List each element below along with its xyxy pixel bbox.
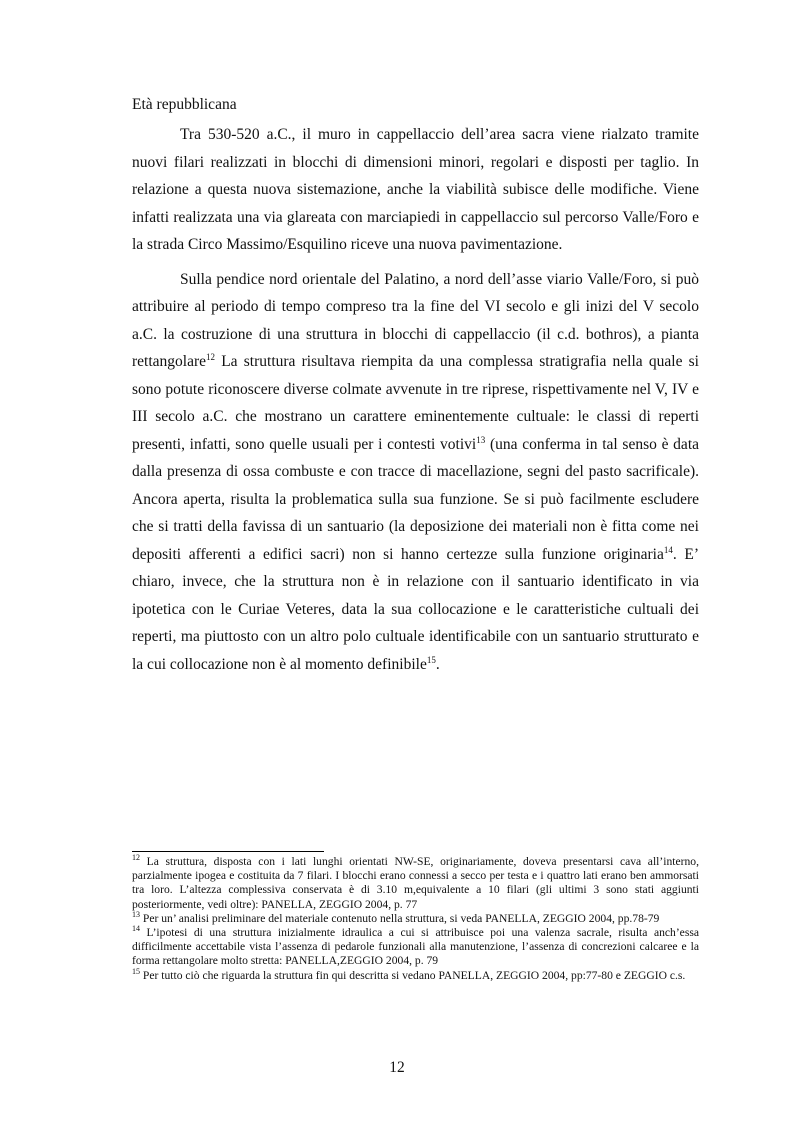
paragraph xyxy=(132,121,699,259)
footnote-text: Per un’ analisi preliminare del materiale contenuto nella struttura, si veda PANELLA, ZEGGIO 2004, pp.78-79 xyxy=(142,911,660,925)
paragraph xyxy=(132,266,699,679)
page-number: 12 xyxy=(389,1059,405,1076)
footnotes xyxy=(132,855,699,983)
footnote-number: 12 xyxy=(132,853,140,863)
footnote-text: La struttura, disposta con i lati lunghi orientati NW-SE, originariamente, doveva presentarsi cava all’interno, parzialmente ipogea e costituita da 7 filari. I blocchi erano connessi a secco per testa e i quattro lati erano ben ammorsati tra loro. L’altezza complessiva conservata è di 3.10 m,equivalente a 10 filari (gli ultimi 3 sono stati aggiunti posteriormente, vedi oltre): PANELLA, ZEGGIO 2004, p. 77 xyxy=(132,855,699,911)
paragraph-text: La struttura risultava riempita da una complessa stratigrafia nella quale si sono potute riconoscere diverse colmate avvenute in tre riprese, rispettivamente nel V, IV e III secolo a.C. che mostrano un carattere eminentemente cultuale: le classi di reperti presenti, infatti, sono quelle usuali per i contesti votivi xyxy=(132,353,699,453)
paragraph-text: Sulla pendice nord orientale del Palatino, a nord dell’asse viario Valle/Foro, si può attribuire al periodo di tempo compreso tra la fine del VI secolo e gli inizi del V secolo a.C. la costruzione di una struttura in blocchi di cappellaccio (il c.d. bothros), a pianta rettangolare xyxy=(132,270,699,370)
paragraph-text: Tra 530-520 a.C., il muro in cappellaccio dell’area sacra viene rialzato tramite nuovi filari realizzati in blocchi di dimensioni minori, regolari e disposti per taglio. In relazione a questa nuova sistemazione, anche la viabilità subisce delle modifiche. Viene infatti realizzata una via glareata con marciapiedi in cappellaccio sul percorso Valle/Foro e la strada Circo Massimo/Esquilino riceve una nuova pavimentazione. xyxy=(132,126,699,253)
footnote-ref[interactable]: 14 xyxy=(663,544,673,555)
paragraph-text: (una conferma in tal senso è data dalla presenza di ossa combuste e con tracce di macellazione, segni del pasto sacrificale). Ancora aperta, risulta la problematica sulla sua funzione. Se si può facilmente escludere che si tratti della favissa di un santuario (la deposizione dei materiali non è fitta come nei depositi afferenti a edifici sacri) non si hanno certezze sulla funzione originaria xyxy=(132,435,699,563)
footnote-text: Per tutto ciò che riguarda la struttura fin qui descritta si vedano PANELLA, ZEGGIO 2004, pp:77-80 e ZEGGIO c.s. xyxy=(142,968,686,982)
body-text xyxy=(132,121,699,685)
footnote xyxy=(132,855,699,912)
footnote xyxy=(132,966,699,983)
footnote-number: 14 xyxy=(132,924,140,934)
footnote-ref[interactable]: 13 xyxy=(476,434,486,445)
footnote-ref[interactable]: 15 xyxy=(426,654,436,665)
footnote-text: L’ipotesi di una struttura inizialmente idraulica a cui si attribuisce poi una valenza sacrale, risulta anch’essa difficilmente accettabile vista l’assenza di pedarole funzionali alla manutenzione, l’assenza di concrezioni calcaree e la forma rettangolare molto stretta: PANELLA,ZEGGIO 2004, p. 79 xyxy=(132,926,700,968)
section-heading: Età repubblicana xyxy=(132,96,237,113)
footnote xyxy=(132,926,699,969)
footnote-separator xyxy=(132,851,324,852)
paragraph-text: . E’ chiaro, invece, che la struttura non è in relazione con il santuario identificato in via ipotetica con le Curiae Veteres, data la sua collocazione e le caratteristiche cultuali dei reperti, ma piuttosto con un altro polo cultuale identificabile con un santuario strutturato e la cui collocazione non è al momento definibile xyxy=(132,545,699,673)
paragraph-text: . xyxy=(435,655,440,673)
footnote xyxy=(132,909,699,926)
footnote-number: 15 xyxy=(132,966,140,976)
footnote-number: 13 xyxy=(132,909,140,919)
footnote-ref[interactable]: 12 xyxy=(206,351,216,362)
